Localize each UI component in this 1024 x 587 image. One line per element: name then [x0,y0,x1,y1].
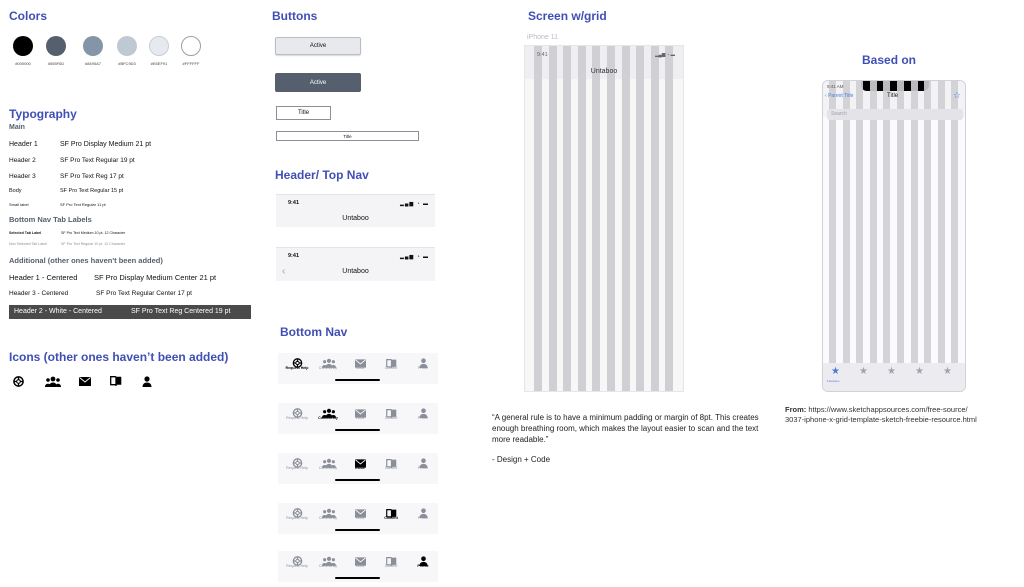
tab-profile[interactable] [408,405,438,420]
swatch-label: #8495A7 [84,61,101,66]
star-icon[interactable]: ★ [887,366,896,377]
home-indicator [335,429,380,431]
tab-label: Content [384,416,398,420]
bottom-nav-bar [278,353,438,384]
nav-title: Untaboo [342,268,369,275]
source-url [785,405,1021,425]
nav-title: Title [887,93,899,99]
tab-label: Profile [417,564,429,568]
tab-request-help[interactable] [282,355,312,370]
additional-title: Additional (other ones haven't been added) [9,256,163,265]
grid-column [951,81,958,392]
tab-content[interactable] [376,405,406,420]
tab-request-help[interactable] [282,455,312,470]
tab-label: Inbox [355,366,365,370]
person-icon [417,355,429,365]
typo-spec: SF Pro Text Regular 11 pt [60,202,106,207]
swatch-label: #000000 [15,61,31,66]
tab-inbox[interactable] [345,355,375,370]
tab-label: Community [318,416,338,420]
tab-community[interactable] [313,553,343,568]
tab-community[interactable] [313,405,343,420]
grid-column [856,81,863,392]
bottom-nav-labels-title: Bottom Nav Tab Labels [9,215,92,224]
url-line-2[interactable]: 3037-iphone-x-grid-template-sketch-freebie-resource.html [785,415,977,424]
grid-column [870,81,877,392]
typo-spec: SF Pro Text Regular 10 pt. 12 Character [61,242,126,246]
mail-icon [354,455,366,465]
star-icon[interactable]: ★ [943,366,952,377]
screen-grid-title: Screen w/grid [528,9,607,23]
typo-spec: SF Pro Text Reg Centered 19 pt [131,308,231,315]
tab-community[interactable] [313,505,343,520]
person-icon [417,455,429,465]
mail-icon [354,355,366,365]
tab-label: Community [318,564,338,568]
lifebuoy-icon [291,455,303,465]
tab-label: Request Help [286,516,308,520]
grid-column [665,46,673,392]
grid-column [534,46,542,392]
star-icon[interactable]: ☆ [952,90,961,100]
tab-request-help[interactable] [282,553,312,568]
tab-label: Favorites [827,379,840,383]
search-placeholder: Search [831,111,847,117]
icons-row [13,375,153,389]
active-button-dark[interactable]: Active [275,73,361,92]
bottom-nav-bar [278,503,438,534]
bottom-nav-bar [278,403,438,434]
back-label: Parent Title [828,93,854,99]
book-icon [385,505,397,515]
tab-label: Request Help [285,366,309,370]
tab-profile[interactable] [408,505,438,520]
grid-screen [524,45,684,392]
tab-label: Community [318,516,338,520]
tab-label: Content [384,564,398,568]
mail-icon [354,405,366,415]
grid-column [883,81,890,392]
typo-spec: SF Pro Text Regular 15 pt [60,188,124,194]
tab-label: Request Help [286,416,308,420]
typography-main-label: Main [9,124,25,131]
tab-label: Profile [417,466,429,470]
from-label: From: [785,405,807,414]
bottom-nav-bar [278,551,438,582]
community-icon [322,553,334,563]
community-icon [322,455,334,465]
tab-label: Inbox [355,564,365,568]
top-nav-with-back [276,247,435,281]
typo-name: Body [9,188,22,194]
swatch-label: #555F6D [47,61,65,66]
book-icon [385,553,397,563]
typo-spec: SF Pro Text Regular 19 pt [60,157,135,164]
grid-column [592,46,600,392]
chevron-left-icon[interactable]: ‹ [282,266,286,277]
tab-inbox[interactable] [345,553,375,568]
status-time: 9:41 [288,253,300,259]
typo-spec: SF Pro Text Medium 10 pt. 12 Character [61,231,126,235]
star-icon[interactable]: ★ [831,366,840,377]
bottom-nav-title: Bottom Nav [280,325,348,339]
tab-request-help[interactable] [282,505,312,520]
grid-column [563,46,571,392]
tab-profile[interactable] [408,455,438,470]
tab-label: Content [384,366,398,370]
tab-label: Request Help [286,564,308,568]
swatch-dark-gray [46,36,66,56]
mail-icon [79,377,91,386]
colors-title: Colors [9,9,48,23]
swatch-light-gray [117,36,137,56]
typo-name: Header 2 - White - Centered [14,308,102,315]
status-icons: ▂▄▆ ◔ ▬ [399,201,429,207]
grid-column [578,46,586,392]
home-indicator [335,379,380,381]
tab-label: Inbox [355,466,365,470]
person-icon [417,553,429,563]
swatch-black [13,36,33,56]
home-indicator [335,529,380,531]
tab-label: Inbox [355,516,365,520]
dark-typo-row [9,305,251,319]
tab-label: Profile [417,416,429,420]
nav-title: Untaboo [590,68,618,75]
tab-label: Profile [417,516,429,520]
tab-label: Community [318,366,338,370]
status-time: 9:41 AM [827,84,844,89]
grid-column [924,81,931,392]
grid-column [911,81,918,392]
tab-community[interactable] [313,455,343,470]
device-label: iPhone 11 [527,34,559,41]
back-button[interactable]: ‹ Parent Title [825,93,854,99]
tab-inbox[interactable] [345,405,375,420]
grid-column [938,81,945,392]
tab-profile[interactable] [408,553,438,568]
lifebuoy-icon [291,405,303,415]
icons-title: Icons (other ones haven’t been added) [9,350,229,364]
tab-content[interactable] [376,505,406,520]
top-nav [276,194,435,227]
tab-content[interactable] [376,553,406,568]
lifebuoy-icon [291,505,303,515]
typo-name: Header 1 [9,141,38,148]
tab-content[interactable] [376,355,406,370]
title-button[interactable]: Title [276,106,331,120]
swatch-label: #FFFFFF [182,61,200,66]
book-icon [110,376,122,386]
grid-column [829,81,836,392]
bottom-nav-bar [278,453,438,484]
tab-label: Content [384,466,398,470]
quote-text: “A general rule is to have a minimum padding or margin of 8pt. This creates enough breathing room, which makes the layout easier to scan and the text more readable.” [492,413,759,444]
swatch-lighter-gray [149,36,169,56]
grid-column [843,81,850,392]
grid-column [622,46,630,392]
community-icon [322,405,334,415]
status-time: 9:41 [537,52,548,58]
typo-name: Header 1 - Centered [9,273,78,282]
tab-label: Community [318,466,338,470]
tab-content[interactable] [376,455,406,470]
tab-label: Content [384,516,398,520]
swatch-gray [83,36,103,56]
grid-column [607,46,615,392]
tab-request-help[interactable] [282,405,312,420]
grid-column [549,46,557,392]
tab-inbox[interactable] [345,505,375,520]
search-field[interactable] [827,109,963,120]
typo-spec: SF Pro Display Medium Center 21 pt [94,273,217,282]
book-icon [385,405,397,415]
typo-name: Header 2 [9,157,36,164]
swatch-white [181,36,201,56]
quote-source: - Design + Code [492,455,551,464]
grid-column [651,46,659,392]
status-time: 9:41 [288,200,300,206]
reference-phone [822,80,966,392]
title-wide-button[interactable]: Title [276,131,419,141]
tab-label: Request Help [286,466,308,470]
typo-name: Header 3 [9,173,36,180]
star-icon[interactable]: ★ [859,366,868,377]
typo-name: Small label [9,202,29,207]
typo-spec: SF Pro Display Medium 21 pt [60,141,152,148]
typography-title: Typography [9,107,77,121]
reference-tab-bar [823,363,966,392]
typo-name: Header 3 - Centered [9,290,69,297]
swatch-label: #E6EF91 [150,61,168,66]
typo-spec: SF Pro Text Reg 17 pt [60,173,124,180]
nav-title: Untaboo [342,215,369,222]
tab-profile[interactable] [408,355,438,370]
typo-spec: SF Pro Text Regular Center 17 pt [96,290,192,297]
lifebuoy-icon [291,355,303,365]
tab-inbox[interactable] [345,455,375,470]
grid-column [897,81,904,392]
tab-label: Profile [417,366,429,370]
url-line-1[interactable]: https://www.sketchappsources.com/free-source/ [808,405,968,414]
status-icons: ▂▄▆ ◔ ▬ [655,52,675,57]
status-icons: ▂▄▆ ◔ ▬ [399,254,429,260]
star-icon[interactable]: ★ [915,366,924,377]
swatch-label: #BFC9D3 [118,61,136,66]
community-icon [45,376,61,387]
book-icon [385,355,397,365]
lifebuoy-icon [13,376,24,387]
home-indicator [335,479,380,481]
mail-icon [354,505,366,515]
tab-community[interactable] [313,355,343,370]
active-button-light[interactable]: Active [275,37,361,55]
typo-name: Non Selected Tab Label [9,242,48,246]
buttons-title: Buttons [272,9,318,23]
tab-label: Inbox [355,416,365,420]
community-icon [322,505,334,515]
grid-column [636,46,644,392]
person-icon [417,505,429,515]
person-icon [142,376,152,387]
community-icon [322,355,334,365]
header-nav-title: Header/ Top Nav [275,168,369,182]
book-icon [385,455,397,465]
person-icon [417,405,429,415]
mail-icon [354,553,366,563]
based-on-title: Based on [862,53,917,67]
typo-name: Selected Tab Label [9,231,42,235]
home-indicator [335,577,380,579]
lifebuoy-icon [291,553,303,563]
